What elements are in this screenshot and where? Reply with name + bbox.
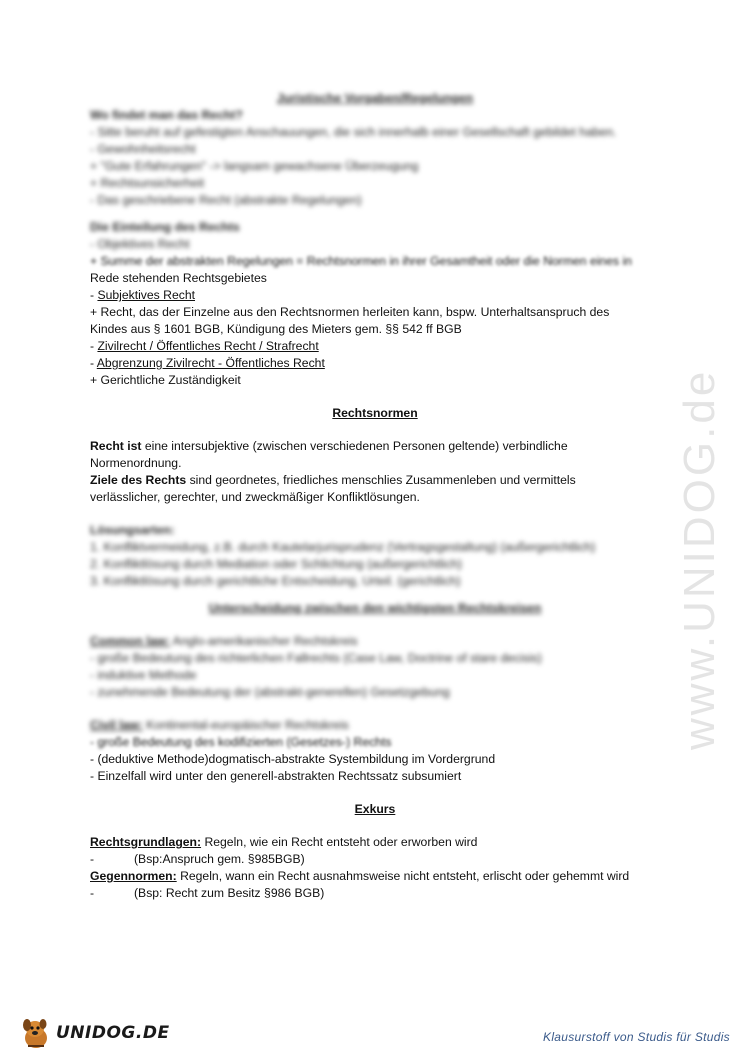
abgrenzung-line: - Abgrenzung Zivilrecht - Öffentliches Recht bbox=[90, 356, 325, 370]
common-law-line: Common law: Anglo-amerikanischer Rechtskreis bbox=[90, 634, 358, 648]
document-body bbox=[90, 90, 660, 902]
subjektives-recht-line: - Subjektives Recht bbox=[90, 288, 196, 302]
text-line: verlässlicher, gerechter, und zweckmäßiger Konfliktlösungen. bbox=[90, 490, 420, 504]
rechtsgebiete-line: - Zivilrecht / Öffentliches Recht / Strafrecht bbox=[90, 339, 319, 353]
unidog-logo bbox=[20, 1015, 170, 1051]
list-item: - große Bedeutung des richterlichen Fallrechts (Case Law, Doctrine of stare decisis) bbox=[90, 651, 542, 665]
partially-blurred-line: + Summe der abstrakten Regelungen = Rechtsnormen in ihrer Gesamtheit oder die Normen eines in bbox=[90, 254, 632, 268]
question-line: Wo findet man das Recht? bbox=[90, 108, 243, 122]
text-line: - (deduktive Methode)dogmatisch-abstrakte Systembildung im Vordergrund bbox=[90, 752, 496, 766]
partially-blurred-line: - große Bedeutung des kodifizierten (Gesetzes-) Rechts bbox=[90, 735, 392, 749]
list-item: - Sitte beruht auf gefestigten Anschauungen, die sich innerhalb einer Gesellschaft gebildet haben. bbox=[90, 125, 617, 139]
text-line: - Einzelfall wird unter den generell-abstrakten Rechtssatz subsumiert bbox=[90, 769, 462, 783]
list-item: 3. Konfliktlösung durch gerichtliche Entscheidung, Urteil. (gerichtlich) bbox=[90, 574, 461, 588]
loesungsarten-title: Lösungsarten: bbox=[90, 523, 175, 537]
text-line: Rede stehenden Rechtsgebietes bbox=[90, 271, 267, 285]
definition-ziele: Ziele des Rechts sind geordnetes, friedliches menschlies Zusammenleben und vermittels bbox=[90, 473, 576, 487]
heading-exkurs: Exkurs bbox=[354, 802, 396, 816]
list-item: - Das geschriebene Recht (abstrakte Regelungen) bbox=[90, 193, 362, 207]
text-line: + Recht, das der Einzelne aus den Rechtsnormen herleiten kann, bspw. Unterhaltsanspruch des bbox=[90, 305, 610, 319]
blurred-mid-section bbox=[90, 522, 660, 734]
section-title: Juristische Vorgaben/Regelungen bbox=[276, 91, 474, 105]
blurred-intro-section bbox=[90, 90, 660, 253]
list-item: - zunehmende Bedeutung der (abstrakt-generellen) Gesetzgebung bbox=[90, 685, 450, 699]
logo-text: UNIDOG.DE bbox=[56, 1023, 170, 1043]
dog-icon bbox=[20, 1016, 52, 1050]
list-item: - induktive Methode bbox=[90, 668, 197, 682]
beispiel-line: - (Bsp: Recht zum Besitz §986 BGB) bbox=[90, 886, 325, 900]
footer-tagline: Klausurstoff von Studis für Studis bbox=[543, 1030, 730, 1044]
gegennormen-line: Gegennormen: Regeln, wann ein Recht ausnahmsweise nicht entsteht, erlischt oder gehemmt wird bbox=[90, 869, 630, 883]
text-line: + Gerichtliche Zuständigkeit bbox=[90, 373, 241, 387]
heading-rechtsnormen: Rechtsnormen bbox=[332, 406, 418, 420]
text-line: Normenordnung. bbox=[90, 456, 182, 470]
einteilung-title: Die Einteilung des Rechts bbox=[90, 220, 240, 234]
definition-recht: Recht ist eine intersubjektive (zwischen verschiedenen Personen geltende) verbindliche bbox=[90, 439, 568, 453]
list-item: 2. Konfliktlösung durch Mediation oder Schlichtung (außergerichtlich) bbox=[90, 557, 462, 571]
text-line: Kindes aus § 1601 BGB, Kündigung des Mieters gem. §§ 542 ff BGB bbox=[90, 322, 462, 336]
list-item: - Objektives Recht bbox=[90, 237, 190, 251]
heading-rechtskreise: Unterscheidung zwischen den wichtigsten Rechtskreisen bbox=[208, 601, 542, 615]
list-item: + Rechtsunsicherheit bbox=[90, 176, 205, 190]
list-item: + "Gute Erfahrungen" -> langsam gewachsene Überzeugung bbox=[90, 159, 419, 173]
list-item: 1. Konfliktvermeidung, z.B. durch Kautelarjurisprudenz (Vertragsgestaltung) (außergerichtlich) bbox=[90, 540, 596, 554]
civil-law-line: Civil law: Kontinental-europäischer Rechtskreis bbox=[90, 718, 349, 732]
rechtsgrundlagen-line: Rechtsgrundlagen: Regeln, wie ein Recht entsteht oder erworben wird bbox=[90, 835, 478, 849]
list-item: - Gewohnheitsrecht bbox=[90, 142, 196, 156]
beispiel-line: - (Bsp:Anspruch gem. §985BGB) bbox=[90, 852, 305, 866]
watermark: www.UNIDOG.de bbox=[675, 368, 724, 750]
